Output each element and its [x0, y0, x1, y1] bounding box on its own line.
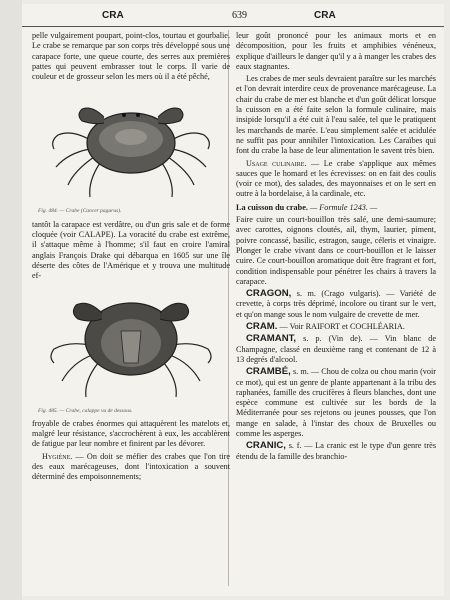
paragraph: pelle vulgairement poupart, point-clos, tourtau et gourbalie. Le crabe se remarque par son corps très développé sous une carapace forte, une queue courte, des serres aux premières pattes qui peuvent embrasser tout le corps. Il varie de couleur et de grosseur selon les mers où il a été pêché,	[32, 31, 230, 82]
entry-text: s. f. — La cranic est le type d'un genre très étendu de la famille des branchio-	[236, 441, 437, 461]
header-left-word: CRA	[102, 10, 124, 21]
paragraph-text: — Le crabe s'applique aux mêmes sauces que le homard et les écrevisses: on en fait des coulis (voir ce mot), des salades, des mayonnaises et on le sert en outre à la bordelaise, à la cardinale, etc.	[236, 158, 436, 199]
header-right-word: CRA	[314, 10, 336, 21]
recipe-title: La cuisson du crabe.	[236, 202, 308, 212]
figure-caption: Fig. 485. — Crabe, calappe vu de dessous.	[38, 407, 133, 414]
entry-headword: CRANIC,	[246, 440, 286, 452]
entry-crambe	[236, 367, 436, 439]
entry-text: s. m. (Crago vulgaris). — Variété de crevette, à corps très déprimé, incolore ou tirant sur le vert, et qu'on mange sous le nom vulgaire de crevette de mer.	[236, 289, 437, 319]
entry-text: s. p. (Vin de). — Vin blanc de Champagne, classé en deuxième rang et contenant de 12 à 13 degrés d'alcool.	[236, 334, 436, 364]
section-label: Hygiène.	[42, 451, 73, 461]
crab-illustration-underside	[32, 285, 230, 403]
dictionary-page	[22, 4, 444, 596]
figure-caption: Fig. 484. — Crabe (Cancer pagurus).	[38, 208, 122, 215]
entry-headword: CRAM.	[246, 321, 278, 333]
recipe-heading	[236, 203, 436, 213]
entry-headword: CRAMANT,	[246, 333, 297, 345]
entry-text: s. m. — Chou de colza ou chou marin (voir ce mot), qui est un genre de plante appartenant à la tribu des raphanées, famille des crucifères à fleurs blanches, dont une espèce commune est cultivée sur les bords de la Méditerranée pour ses rejetons ou jeunes pousses, que l'on mange en salade, à l'instar des choux de Bruxelles ou comme les asperges.	[236, 367, 436, 438]
right-column	[236, 31, 436, 464]
paragraph: froyable de crabes énormes qui attaquèrent les matelots et, malgré leur résistance, s'accrochèrent à eux, les accablèrent de fatigue par leur nombre et finirent par les dévorer.	[32, 418, 230, 449]
entry-text: — Voir RAIFORT et COCHLÉARIA.	[279, 322, 405, 332]
paragraph: tantôt la carapace est verdâtre, ou d'un gris sale et de forme cloquée (voir CALAPE). La voracité du crabe est extrême, il s'attaque même à l'homme; s'il faut en croire l'amiral anglais François Drake qui débarqua en 1605 sur une île déserte des côtes de l'Amérique et y trouva une multitude ef-	[32, 219, 230, 281]
left-column	[32, 31, 230, 485]
entry-headword: CRAMBÉ,	[246, 366, 291, 378]
crab-illustration-top	[32, 85, 230, 203]
section-label: Usage culinaire.	[246, 158, 307, 168]
page-gutter	[0, 0, 22, 600]
entry-headword: CRAGON,	[246, 288, 292, 300]
figure-crab-top	[32, 85, 230, 203]
running-header	[22, 4, 444, 27]
recipe-formula: — Formule 1243. —	[309, 202, 378, 212]
paragraph: Faire cuire un court-bouillon très salé, une demi-saumure; avec carottes, oignons cloutés, ail, thym, laurier, piment, poivre concassé, basilic, estragon, sauge, céleris et vinaigre. Plonger le crabe vivant dans ce court-bouillon et le laisser cuire. Ce court-bouillon aromatique doit être fragrant et fort, condition indispensable pour pénétrer les chairs à travers la carapace.	[236, 215, 436, 286]
paragraph: leur goût prononcé pour les animaux morts et en décomposition, pour les fruits et amphibies vénéneux, explique d'ailleurs le danger qu'il y a à manger les crabes des eaux stagnantes.	[236, 31, 436, 71]
entry-cram	[236, 322, 436, 332]
entry-cranic	[236, 441, 436, 462]
page-number: 639	[232, 10, 247, 21]
paragraph: Les crabes de mer seuls devraient paraître sur les marchés et l'on devrait interdire ceux de provenance marécageuse. La chair du crabe de mer est blanche et d'un goût délicat lorsque la cuisson en a été faite selon la formule culinaire, mais insipide lorsqu'il a été cuit à l'eau salée, tel que le pratiquent les marchands de marée. L'eau simplement salée et acidulée ne suffit pas pour annihiler l'intoxication. Les Caraïbes qui font du crabe la base de leur alimentation le savent très bien.	[236, 74, 436, 156]
entry-cragon	[236, 289, 436, 320]
entry-cramant	[236, 334, 436, 365]
paragraph-usage	[236, 159, 436, 200]
paragraph-hygiene	[32, 452, 230, 483]
figure-crab-underside	[32, 285, 230, 403]
paragraph-text: — On doit se méfier des crabes que l'on tire des eaux marécageuses, dont l'intoxication a souvent déterminé des empoisonnements;	[32, 451, 231, 482]
